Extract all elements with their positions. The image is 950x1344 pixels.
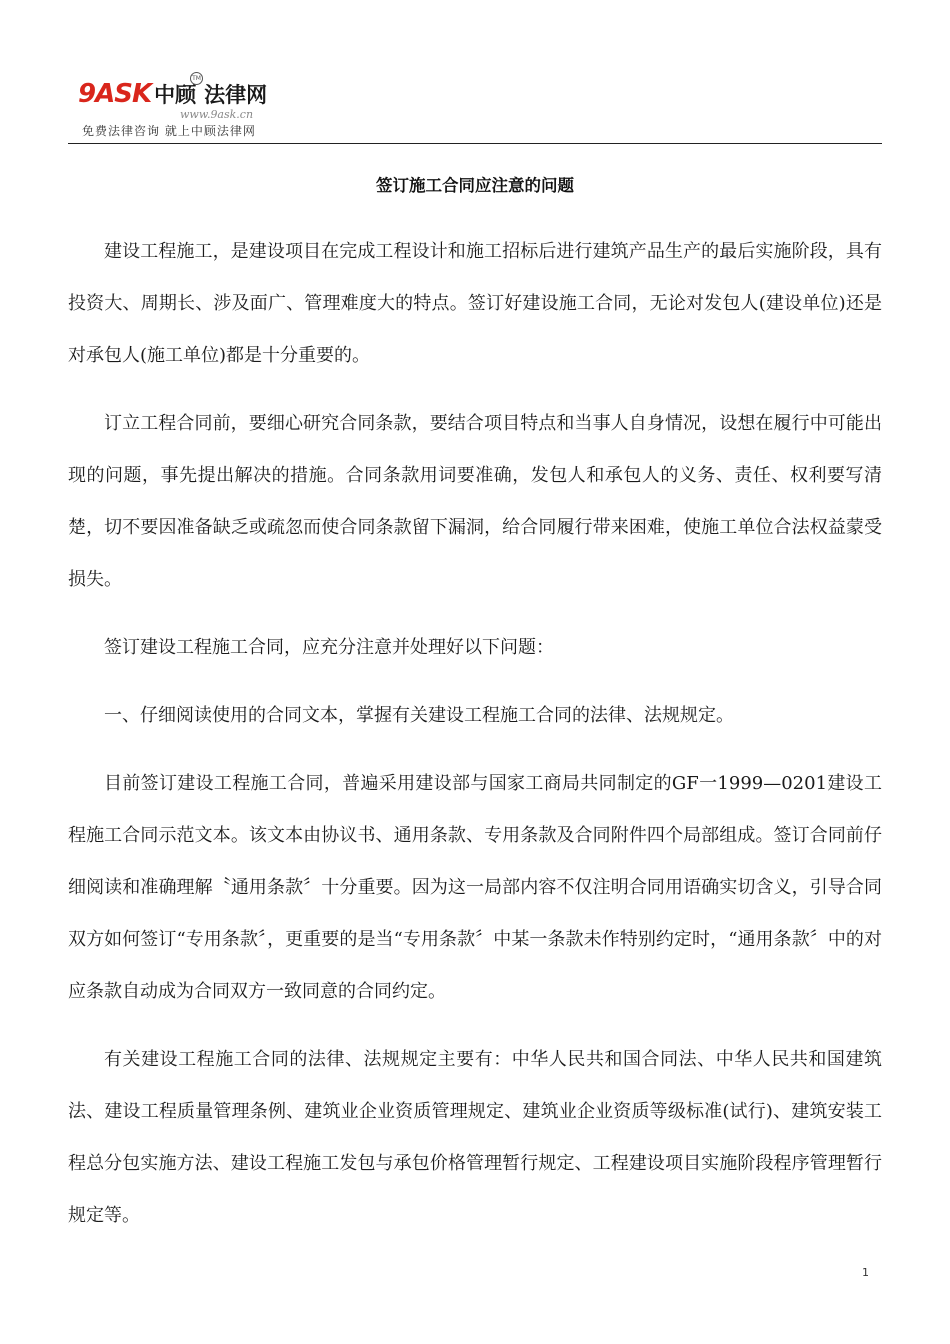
paragraph: 目前签订建设工程施工合同，普遍采用建设部与国家工商局共同制定的GF一1999—0201建设工程施工合同示范文本。该文本由协议书、通用条款、专用条款及合同附件四个局部组成。签订合同前仔细阅读和准确理解〝通用条款〞十分重要。因为这一局部内容不仅注明合同用语确实切含义，引导合同双方如何签订“专用条款〞，更重要的是当“专用条款〞中某一条款未作特别约定时，“通用条款〞中的对应条款自动成为合同双方一致同意的合同约定。 — [68, 773, 882, 1002]
logo-url: www.9ask.cn — [180, 108, 254, 121]
paragraph: 签订建设工程施工合同，应充分注意并处理好以下问题： — [104, 637, 554, 658]
paragraph: 建设工程施工，是建设项目在完成工程设计和施工招标后进行建筑产品生产的最后实施阶段，具有投资大、周期长、涉及面广、管理难度大的特点。签订好建设施工合同，无论对发包人(建设单位)还是对承包人(施工单位)都是十分重要的。 — [68, 241, 882, 366]
logo-brand-text: 中顾 — [154, 83, 197, 107]
logo-law-text: 法律网 — [204, 83, 268, 107]
page-number: 1 — [862, 1266, 869, 1279]
document-title: 签订施工合同应注意的问题 — [376, 176, 574, 195]
paragraph: 有关建设工程施工合同的法律、法规规定主要有：中华人民共和国合同法、中华人民共和国建筑法、建设工程质量管理条例、建筑业企业资质管理规定、建筑业企业资质等级标准(试行)、建筑安装工程总分包实施方法、建设工程施工发包与承包价格管理暂行规定、工程建设项目实施阶段程序管理暂行规定等。 — [68, 1049, 882, 1226]
paragraph: 一、仔细阅读使用的合同文本，掌握有关建设工程施工合同的法律、法规规定。 — [104, 705, 734, 726]
paragraph: 订立工程合同前，要细心研究合同条款，要结合项目特点和当事人自身情况，设想在履行中可能出现的问题，事先提出解决的措施。合同条款用词要准确，发包人和承包人的义务、责任、权利要写清楚，切不要因准备缺乏或疏忽而使合同条款留下漏洞，给合同履行带来困难，使施工单位合法权益蒙受损失。 — [68, 413, 882, 590]
header-divider — [68, 143, 882, 144]
document-body — [68, 226, 882, 1258]
logo-9ask-text: 9ASK — [78, 79, 152, 109]
trademark-icon: TM — [190, 72, 203, 85]
header-slogan: 免费法律咨询 就上中顾法律网 — [82, 124, 256, 138]
site-logo[interactable] — [78, 76, 267, 112]
page-header — [68, 72, 882, 144]
